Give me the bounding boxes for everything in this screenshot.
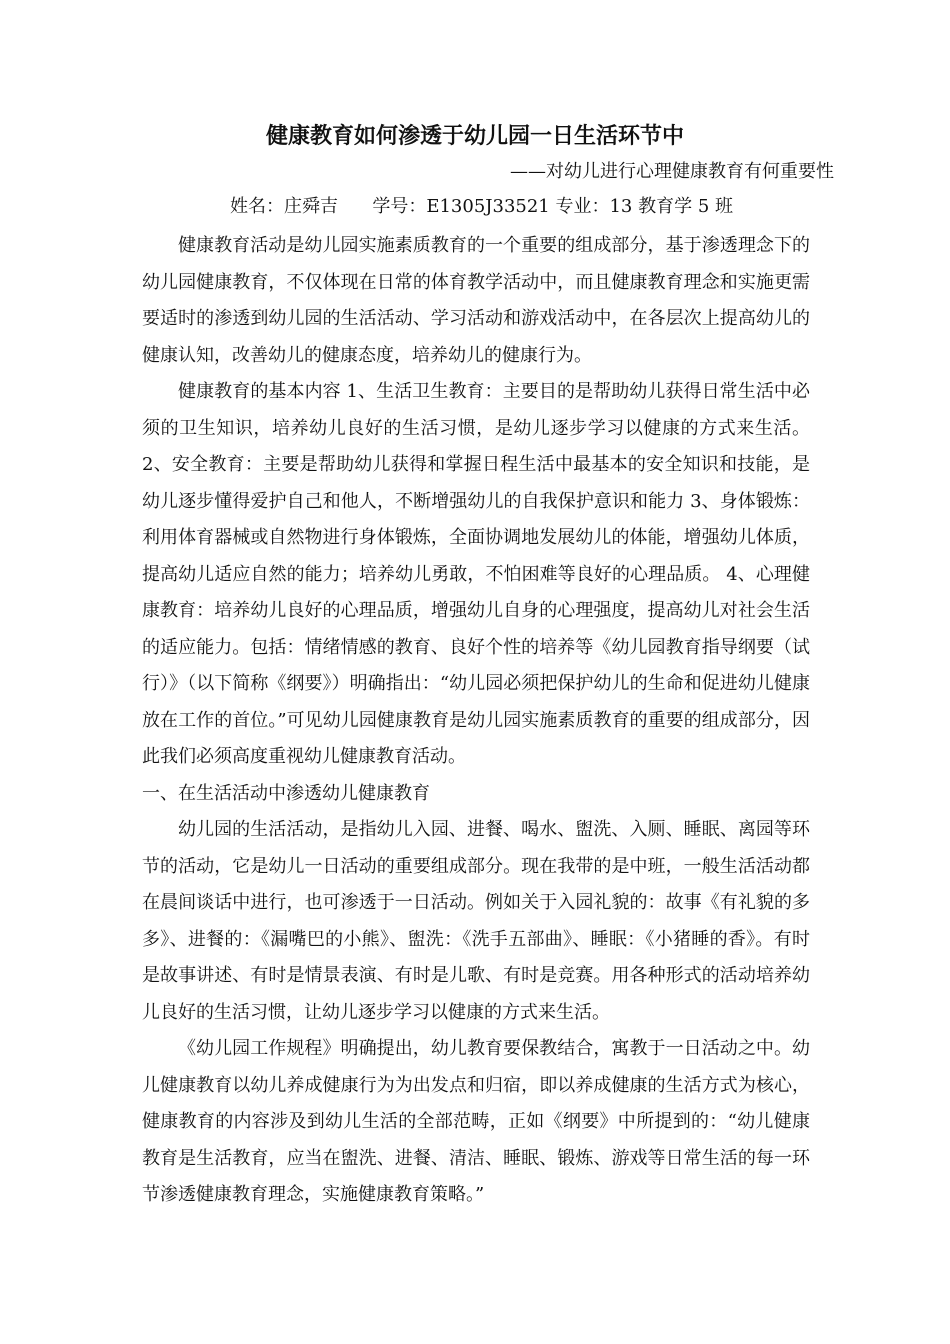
- document-title: 健康教育如何渗透于幼儿园一日生活环节中: [265, 124, 684, 149]
- paragraph-basic-content: 健康教育的基本内容 1、生活卫生教育：主要目的是帮助幼儿获得日常生活中必须的卫生知识，培养幼儿良好的生活习惯，是幼儿逐步学习以健康的方式来生活。 2、安全教育：主要是帮助幼儿获得和掌握日程生活中最基本的安全知识和技能，是幼儿逐步懂得爱护自己和他人，不断增强幼儿的自我保护意识和能力 3、身体锻炼：利用体育器械或自然物进行身体锻炼，全面协调地发展幼儿的体能，增强幼儿体质，提高幼儿适应自然的能力；培养幼儿勇敢，不怕困难等良好的心理品质。 4、心理健康教育：培养幼儿良好的心理品质，增强幼儿自身的心理强度，提高幼儿对社会生活的适应能力。包括：情绪情感的教育、良好个性的培养等《幼儿园教育指导纲要（试行）》（以下简称《纲要》）明确指出：“幼儿园必须把保护幼儿的生命和促进幼儿健康放在工作的首位。”可见幼儿园健康教育是幼儿园实施素质教育的重要的组成部分，因此我们必须高度重视幼儿健康教育活动。: [142, 381, 810, 767]
- paragraph-work-rules: 《幼儿园工作规程》明确提出，幼儿教育要保教结合，寓教于一日活动之中。幼儿健康教育以幼儿养成健康行为为出发点和归宿，即以养成健康的生活方式为核心，健康教育的内容涉及到幼儿生活的全部范畴，正如《纲要》中所提到的：“幼儿健康教育是生活教育，应当在盥洗、进餐、清洁、睡眠、锻炼、游戏等日常生活的每一环节渗透健康教育理念，实施健康教育策略。”: [142, 1038, 810, 1205]
- author-info: 姓名：庄舜吉 学号：E1305J33521 专业：13 教育学 5 班: [230, 196, 733, 217]
- section-heading: 一、在生活活动中渗透幼儿健康教育: [142, 782, 430, 804]
- paragraph-intro: 健康教育活动是幼儿园实施素质教育的一个重要的组成部分，基于渗透理念下的幼儿园健康教育，不仅体现在日常的体育教学活动中，而且健康教育理念和实施更需要适时的渗透到幼儿园的生活活动、学习活动和游戏活动中，在各层次上提高幼儿的健康认知，改善幼儿的健康态度，培养幼儿的健康行为。: [142, 235, 810, 366]
- document-body: [142, 228, 810, 1214]
- paragraph-life-activities: 幼儿园的生活活动，是指幼儿入园、进餐、喝水、盥洗、入厕、睡眠、离园等环节的活动，它是幼儿一日活动的重要组成部分。现在我带的是中班，一般生活活动都在晨间谈话中进行，也可渗透于一日活动。例如关于入园礼貌的：故事《有礼貌的多多》、进餐的：《漏嘴巴的小熊》、盥洗：《洗手五部曲》、睡眠：《小猪睡的香》。有时是故事讲述、有时是情景表演、有时是儿歌、有时是竞赛。用各种形式的活动培养幼儿良好的生活习惯，让幼儿逐步学习以健康的方式来生活。: [142, 819, 810, 1023]
- document-subtitle: ——对幼儿进行心理健康教育有何重要性: [510, 161, 834, 182]
